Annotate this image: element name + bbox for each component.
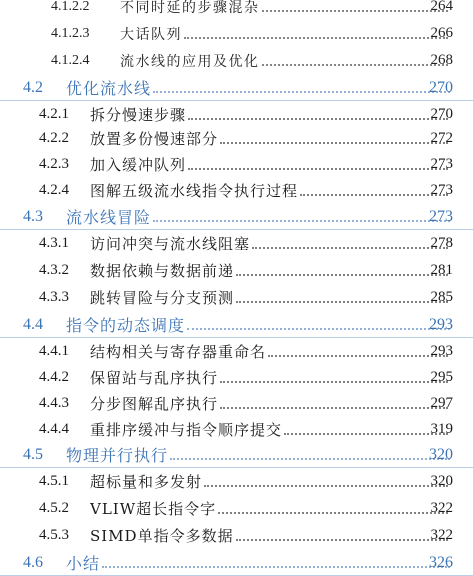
toc-entry — [0, 284, 473, 311]
entry-number: 4.3 — [23, 207, 43, 225]
toc-entry — [0, 177, 473, 204]
entry-page: 320 — [429, 445, 453, 463]
entry-number: 4.4.1 — [39, 343, 69, 359]
entry-page: 293 — [430, 343, 453, 359]
entry-number: 4.3.1 — [39, 235, 69, 251]
toc-entry — [0, 230, 473, 257]
entry-title: 大话队列 — [120, 26, 182, 43]
entry-title-wrap — [66, 76, 452, 99]
toc-entry — [0, 257, 473, 284]
entry-title: SIMD单指令多数据 — [90, 527, 234, 545]
entry-page: 270 — [430, 106, 453, 122]
entry-title-wrap — [90, 341, 450, 362]
entry-title-wrap — [90, 419, 450, 440]
dot-leader — [284, 432, 448, 435]
entry-title-wrap — [90, 154, 450, 175]
entry-number: 4.2 — [23, 78, 43, 96]
entry-page: 320 — [430, 473, 453, 489]
entry-number: 4.2.4 — [39, 182, 69, 198]
toc-entry — [0, 101, 473, 128]
toc-entry — [0, 390, 473, 417]
entry-title-wrap — [90, 287, 450, 308]
dot-leader — [220, 380, 448, 383]
dot-leader — [153, 219, 450, 222]
entry-title: 流水线的应用及优化 — [120, 53, 260, 70]
entry-number: 4.1.2.4 — [51, 52, 90, 68]
toc-section-heading — [0, 549, 473, 576]
entry-number: 4.2.2 — [39, 130, 69, 146]
entry-title: 分步图解乱序执行 — [90, 395, 219, 413]
entry-page: 266 — [430, 25, 453, 41]
dot-leader — [153, 90, 450, 93]
entry-title: 重排序缓冲与指令顺序提交 — [90, 421, 283, 439]
entry-title: 物理并行执行 — [66, 446, 169, 465]
toc-entry — [0, 338, 473, 365]
entry-page: 268 — [430, 52, 453, 68]
toc-section-heading — [0, 203, 473, 230]
entry-number: 4.5 — [23, 445, 43, 463]
entry-title-wrap — [90, 233, 450, 254]
entry-title: 指令的动态调度 — [66, 316, 186, 335]
toc-section-heading — [0, 74, 473, 101]
toc-entry — [0, 0, 473, 20]
entry-title: 放置多份慢速部分 — [90, 130, 219, 148]
entry-number: 4.3.3 — [39, 289, 69, 305]
entry-title-wrap — [90, 128, 450, 149]
entry-title-wrap — [90, 498, 450, 519]
entry-title-wrap — [90, 367, 450, 388]
entry-page: 285 — [430, 289, 453, 305]
toc-entry — [0, 47, 473, 74]
entry-page: 293 — [429, 315, 453, 333]
toc-entry — [0, 522, 473, 549]
entry-page: 273 — [430, 156, 453, 172]
entry-title: 小结 — [66, 554, 101, 573]
entry-number: 4.5.1 — [39, 473, 69, 489]
entry-number: 4.4.2 — [39, 369, 69, 385]
entry-title: 保留站与乱序执行 — [90, 369, 219, 387]
toc-section-heading — [0, 311, 473, 338]
entry-title-wrap — [120, 24, 450, 44]
dot-leader — [236, 273, 448, 276]
entry-page: 295 — [430, 369, 453, 385]
entry-title: 不同时延的步骤混杂 — [120, 0, 260, 16]
dot-leader — [218, 511, 448, 514]
entry-title: 图解五级流水线指令执行过程 — [90, 182, 299, 200]
dot-leader — [236, 538, 448, 541]
entry-title: 拆分慢速步骤 — [90, 106, 187, 124]
entry-title: 优化流水线 — [66, 79, 152, 98]
entry-number: 4.4.3 — [39, 395, 69, 411]
toc-entry — [0, 468, 473, 495]
toc-entry — [0, 495, 473, 522]
dot-leader — [262, 9, 449, 12]
entry-page: 273 — [429, 207, 453, 225]
entry-title-wrap — [90, 180, 450, 201]
dot-leader — [184, 36, 448, 39]
dot-leader — [188, 167, 448, 170]
dot-leader — [252, 246, 448, 249]
entry-title: VLIW超长指令字 — [90, 500, 217, 518]
dot-leader — [262, 63, 449, 66]
entry-page: 326 — [429, 553, 453, 571]
entry-title-wrap — [90, 393, 450, 414]
toc-entry — [0, 20, 473, 47]
entry-number: 4.5.3 — [39, 527, 69, 543]
entry-number: 4.6 — [23, 553, 43, 571]
dot-leader — [300, 193, 448, 196]
entry-title-wrap — [120, 51, 450, 71]
entry-number: 4.1.2.3 — [51, 25, 90, 41]
toc-entry — [0, 416, 473, 443]
toc-entry — [0, 125, 473, 152]
entry-number: 4.1.2.2 — [51, 0, 90, 14]
dot-leader — [187, 327, 450, 330]
toc-entry — [0, 151, 473, 178]
dot-leader — [268, 354, 448, 357]
entry-title-wrap — [90, 104, 450, 125]
entry-number: 4.3.2 — [39, 262, 69, 278]
entry-page: 273 — [430, 182, 453, 198]
entry-page: 322 — [430, 527, 453, 543]
entry-title-wrap — [120, 0, 450, 17]
entry-page: 297 — [430, 395, 453, 411]
entry-page: 264 — [430, 0, 453, 14]
entry-page: 278 — [430, 235, 453, 251]
entry-title-wrap — [66, 205, 452, 228]
entry-page: 322 — [430, 500, 453, 516]
entry-number: 4.5.2 — [39, 500, 69, 516]
entry-title-wrap — [66, 313, 452, 336]
entry-page: 319 — [430, 421, 453, 437]
toc-section-heading — [0, 441, 473, 468]
entry-title-wrap — [66, 443, 452, 466]
toc-entry — [0, 364, 473, 391]
entry-title: 加入缓冲队列 — [90, 156, 187, 174]
entry-number: 4.2.3 — [39, 156, 69, 172]
entry-title: 结构相关与寄存器重命名 — [90, 343, 267, 361]
entry-title: 跳转冒险与分支预测 — [90, 289, 235, 307]
entry-page: 272 — [430, 130, 453, 146]
entry-title-wrap — [90, 525, 450, 546]
dot-leader — [170, 457, 450, 460]
entry-number: 4.2.1 — [39, 106, 69, 122]
dot-leader — [102, 565, 450, 568]
dot-leader — [188, 117, 448, 120]
entry-title: 流水线冒险 — [66, 208, 152, 227]
dot-leader — [220, 406, 448, 409]
entry-page: 270 — [429, 78, 453, 96]
entry-number: 4.4 — [23, 315, 43, 333]
dot-leader — [204, 484, 448, 487]
entry-title-wrap — [66, 551, 452, 574]
dot-leader — [236, 300, 448, 303]
entry-page: 281 — [430, 262, 453, 278]
entry-title-wrap — [90, 471, 450, 492]
entry-title: 访问冲突与流水线阻塞 — [90, 235, 251, 253]
entry-title: 超标量和多发射 — [90, 473, 203, 491]
entry-number: 4.4.4 — [39, 421, 69, 437]
entry-title: 数据依赖与数据前递 — [90, 262, 235, 280]
entry-title-wrap — [90, 260, 450, 281]
dot-leader — [220, 141, 448, 144]
